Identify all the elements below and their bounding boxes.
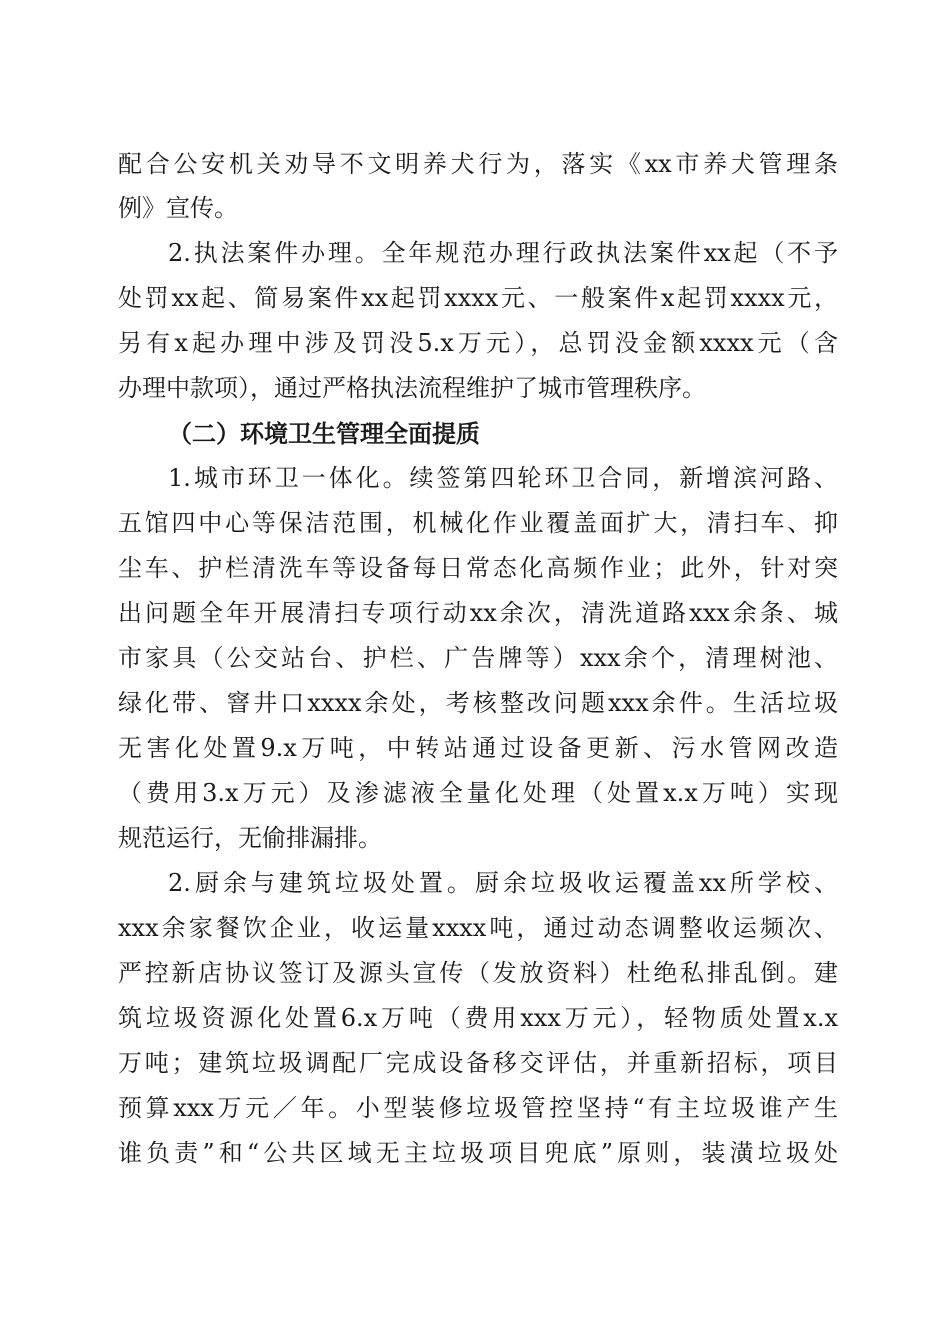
section-heading: （二）环境卫生管理全面提质 [168,419,480,448]
text-line: 办理中款项），通过严格执法流程维护了城市管理秩序。 [118,374,706,402]
text-line: 万吨；建筑垃圾调配厂完成设备移交评估，并重新招标，项目 [118,1049,838,1077]
text-line: 无害化处置9.x万吨，中转站通过设备更新、污水管网改造 [118,734,838,762]
text-line: 例》宣传。 [118,194,238,222]
text-line: 配合公安机关劝导不文明养犬行为，落实《xx市养犬管理条 [118,150,838,178]
text-line: 预算xxx万元／年。小型装修垃圾管控坚持“有主垃圾谁产生 [118,1094,838,1122]
text-line: 另有x起办理中涉及罚没5.x万元），总罚没金额xxxx元（含 [118,329,838,357]
text-line: 市家具（公交站台、护栏、广告牌等）xxx余个，清理树池、 [118,644,838,672]
text-line: 谁负责”和“公共区域无主垃圾项目兜底”原则，装潢垃圾处 [118,1139,838,1167]
text-line: 尘车、护栏清洗车等设备每日常态化高频作业；此外，针对突 [118,554,838,582]
text-line: 出问题全年开展清扫专项行动xx余次，清洗道路xxx余条、城 [118,599,838,627]
text-line: xxx余家餐饮企业，收运量xxxx吨，通过动态调整收运频次、 [118,914,838,942]
text-line: 规范运行，无偷排漏排。 [118,824,382,852]
text-line: 五馆四中心等保洁范围，机械化作业覆盖面扩大，清扫车、抑 [118,509,838,537]
text-line: 处罚xx起、简易案件xx起罚xxxx元、一般案件x起罚xxxx元， [118,284,838,312]
paragraph-line: 2.厨余与建筑垃圾处置。厨余垃圾收运覆盖xx所学校、 [168,869,838,897]
text-line: （费用3.x万元）及渗滤液全量化处理（处置x.x万吨）实现 [118,779,838,807]
text-line: 严控新店协议签订及源头宣传（发放资料）杜绝私排乱倒。建 [118,959,838,987]
text-line: 筑垃圾资源化处置6.x万吨（费用xxx万元），轻物质处置x.x [118,1004,838,1032]
text-line: 绿化带、窨井口xxxx余处，考核整改问题xxx余件。生活垃圾 [118,689,838,717]
paragraph-line: 1.城市环卫一体化。续签第四轮环卫合同，新增滨河路、 [168,464,838,492]
paragraph-line: 2.执法案件办理。全年规范办理行政执法案件xx起（不予 [168,239,838,267]
